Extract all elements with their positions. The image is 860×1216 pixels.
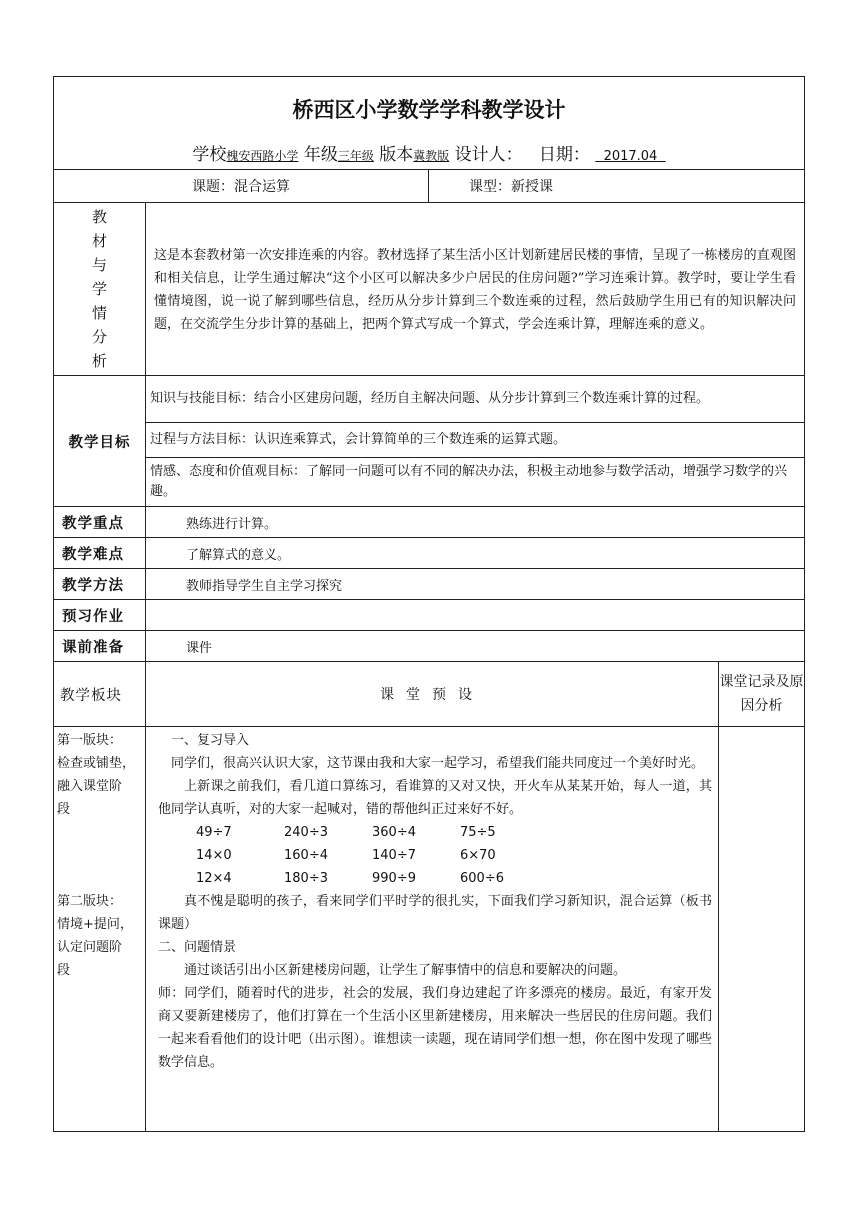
calc-row <box>158 844 712 867</box>
goal-emotion: 情感、态度和价值观目标：了解同一问题可以有不同的解决办法，积极主动地参与数学活动，增强学习数学的兴趣。 <box>146 458 805 507</box>
homework-label: 预习作业 <box>54 600 146 631</box>
section-1-paragraph: 同学们，很高兴认识大家，这节课由我和大家一起学习，希望我们能共同度过一个美好时光。 <box>171 756 705 771</box>
designer-label: 设计人： <box>454 144 523 165</box>
date-label: 日期： <box>538 144 590 165</box>
section-2-paragraph: 师：同学们，随着时代的进步，社会的发展，我们身边建起了许多漂亮的楼房。最近，有家开发商又要新建楼房了，他们打算在一个生活小区里新建楼房，用来解决一些居民的住房问题。我们一起来看看他们的设计吧（出示图）。谁想读一读题，现在请同学们想一想，你在图中发现了哪些数学信息。 <box>158 986 712 1070</box>
calc-item: 6×70 <box>460 848 496 863</box>
calc-item: 160÷4 <box>284 848 328 863</box>
school-label: 学校 <box>192 144 227 165</box>
section-2-title: 二、问题情景 <box>158 940 237 955</box>
topic-row <box>54 170 805 203</box>
section-2-paragraph: 通过谈话引出小区新建楼房问题，让学生了解事情中的信息和要解决的问题。 <box>184 963 627 978</box>
record-header: 课堂记录及原因分析 <box>719 662 805 727</box>
goal-knowledge: 知识与技能目标：结合小区建房问题，经历自主解决问题、从分步计算到三个数连乘计算的过程。 <box>146 376 805 423</box>
stage-second-line: 认定问题阶 <box>57 940 123 955</box>
grade-value: 三年级 <box>337 148 374 163</box>
calc-item: 600÷6 <box>460 871 504 886</box>
method-row <box>54 569 805 600</box>
section-1-paragraph: 上新课之前我们，看几道口算练习，看谁算的又对又快，开火车从某某开始，每人一道，其他同学认真听，对的大家一起喊对，错的帮他纠正过来好不好。 <box>158 779 712 817</box>
stage-second-line: 第二版块： <box>57 894 123 909</box>
goals-label: 教学目标 <box>54 376 146 507</box>
meta-line <box>54 135 805 170</box>
stage-second <box>57 890 142 982</box>
school-value: 槐安西路小学 <box>226 148 299 163</box>
lesson-topic: 课题：混合运算 <box>54 170 429 203</box>
preparation-row <box>54 631 805 662</box>
goal-row-3 <box>54 458 805 507</box>
calc-row <box>158 821 712 844</box>
process-body-row <box>54 727 805 1132</box>
homework-value <box>146 600 805 631</box>
stage-first-line: 段 <box>57 802 71 817</box>
title-row <box>54 77 805 136</box>
lesson-plan-page <box>53 76 804 1132</box>
stage-second-line: 情境+提问， <box>57 917 133 932</box>
difficulty-label: 教学难点 <box>54 538 146 569</box>
section-1-title: 一、复习导入 <box>171 733 250 748</box>
document-title: 桥西区小学数学学科教学设计 <box>54 77 805 136</box>
calc-item: 240÷3 <box>284 825 328 840</box>
calc-row <box>158 867 712 890</box>
calc-item: 140÷7 <box>372 848 416 863</box>
stage-column <box>54 727 146 1132</box>
stage-header: 教学板块 <box>54 662 146 727</box>
section-1-paragraph: 真不愧是聪明的孩子，看来同学们平时学的很扎实，下面我们学习新知识，混合运算（板书课题） <box>158 894 712 932</box>
key-point-value: 熟练进行计算。 <box>146 507 805 538</box>
grade-label: 年级 <box>303 144 338 165</box>
analysis-row <box>54 203 805 376</box>
difficulty-row <box>54 538 805 569</box>
preparation-label: 课前准备 <box>54 631 146 662</box>
preparation-value: 课件 <box>146 631 805 662</box>
calc-item: 180÷3 <box>284 871 328 886</box>
goal-row-1 <box>54 376 805 423</box>
stage-first-line: 融入课堂阶 <box>57 779 123 794</box>
meta-row <box>54 135 805 170</box>
method-value: 教师指导学生自主学习探究 <box>146 569 805 600</box>
preset-content <box>146 727 719 1132</box>
preset-header: 课堂预设 <box>146 662 719 727</box>
stage-first-line: 检查或铺垫， <box>57 756 136 771</box>
goal-process: 过程与方法目标：认识连乘算式，会计算简单的三个数连乘的运算式题。 <box>146 423 805 458</box>
calc-item: 990÷9 <box>372 871 416 886</box>
lesson-type: 课型：新授课 <box>429 170 805 203</box>
analysis-label <box>54 203 146 376</box>
analysis-label-text: 教 材 与 学 情 分 析 <box>91 208 107 370</box>
calc-item: 49÷7 <box>196 825 232 840</box>
analysis-text: 这是本套教材第一次安排连乘的内容。教材选择了某生活小区计划新建居民楼的事情，呈现了一栋楼房的直观图和相关信息，让学生通过解决“这个小区可以解决多少户居民的住房问题?”学习连乘计算。教学时，要让学生看懂情境图，说一说了解到哪些信息，经历从分步计算到三个数连乘的过程，然后鼓励学生用已有的知识解决问题，在交流学生分步计算的基础上，把两个算式写成一个算式，学会连乘计算，理解连乘的意义。 <box>146 203 805 376</box>
homework-row <box>54 600 805 631</box>
key-point-row <box>54 507 805 538</box>
edition-label: 版本 <box>379 144 414 165</box>
date-value: 2017.04 <box>603 148 658 164</box>
difficulty-value: 了解算式的意义。 <box>146 538 805 569</box>
calc-item: 75÷5 <box>460 825 496 840</box>
calc-item: 360÷4 <box>372 825 416 840</box>
stage-first <box>57 729 142 821</box>
lesson-plan-table <box>53 76 805 1132</box>
method-label: 教学方法 <box>54 569 146 600</box>
stage-first-line: 第一版块： <box>57 733 123 748</box>
process-header-row <box>54 662 805 727</box>
calc-item: 14×0 <box>196 848 232 863</box>
goal-row-2 <box>54 423 805 458</box>
calc-item: 12×4 <box>196 871 232 886</box>
key-point-label: 教学重点 <box>54 507 146 538</box>
record-column <box>719 727 805 1132</box>
edition-value: 冀教版 <box>413 148 450 163</box>
stage-second-line: 段 <box>57 963 71 978</box>
